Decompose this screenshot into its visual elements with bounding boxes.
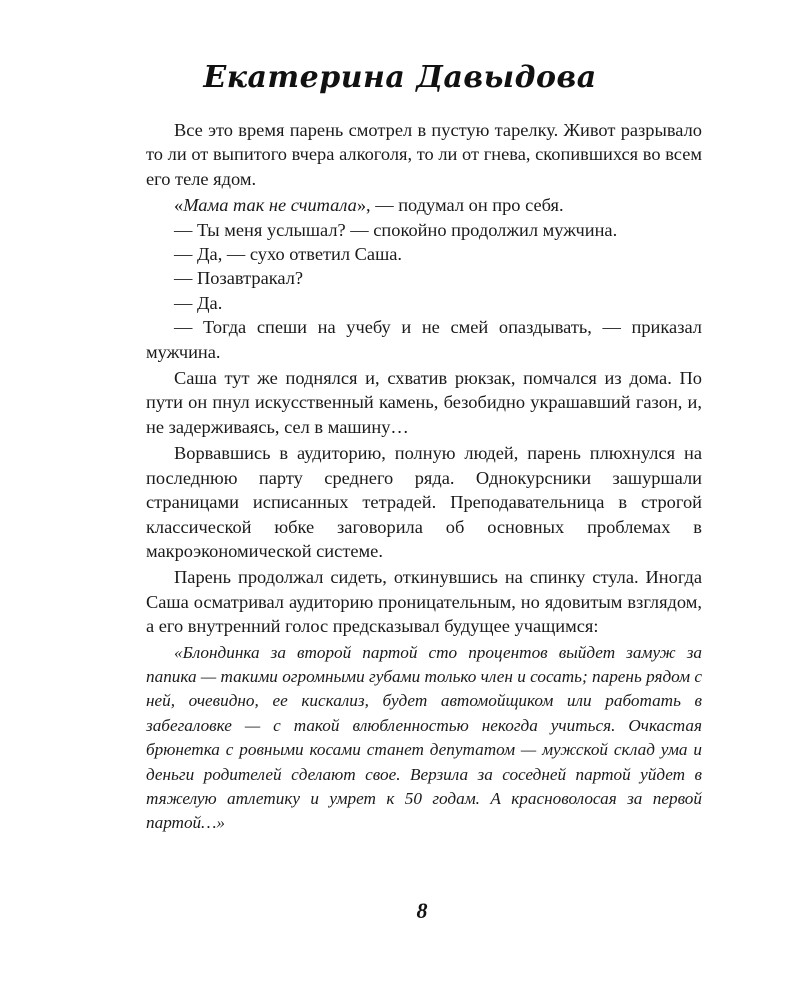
open-quote: «	[174, 195, 184, 216]
paragraph-rest: », — подумал он про себя.	[356, 195, 564, 216]
paragraph: Ворвавшись в аудиторию, полную людей, парень плюхнулся на последнюю парту среднего ряда. Однокурсники зашуршали страницами исписанных тетрадей. Преподавательница в строгой классической юбке заговорила об основных проблемах в макроэкономической системе.	[146, 443, 702, 561]
italic-thought: Мама так не считала	[183, 195, 357, 216]
italic-inner-voice	[146, 641, 702, 836]
dialogue-line: — Да, — сухо ответил Саша.	[174, 244, 403, 265]
running-header-author: Екатерина Давыдова	[203, 60, 597, 95]
dialogue-line: — Ты меня услышал? — спокойно продолжил мужчина.	[174, 219, 618, 240]
paragraph: Парень продолжал сидеть, откинувшись на спинку стула. Иногда Саша осматривал аудиторию проницательным, но ядовитым взглядом, а его внутренний голос предсказывал будущее учащимся:	[146, 567, 702, 637]
dialogue-line: — Да.	[174, 292, 223, 313]
paragraph: Саша тут же поднялся и, схватив рюкзак, помчался из дома. По пути он пнул искусственный камень, безобидно украшавший газон, и, не задерживаясь, сел в машину…	[146, 368, 702, 437]
body-text	[146, 118, 702, 836]
dialogue-line: — Тогда спеши на учебу и не смей опаздывать, — приказал мужчина.	[146, 317, 702, 362]
dialogue-line: — Позавтракал?	[174, 268, 304, 289]
paragraph	[146, 193, 702, 217]
paragraph: «Блондинка за второй партой сто процентов выйдет замуж за папика — такими огромными губами только член и сосать; парень рядом с ней, очевидно, ее кискализ, будет автомойщиком или работать в забегаловке — с такой влюбленностью некогда учиться. Очкастая брюнетка с ровными косами станет депутатом — мужской склад ума и деньги родителей сделают свое. Верзила за соседней партой уйдет в тяжелую атлетику и умрет к 50 годам. А красноволосая за первой партой…»	[146, 642, 702, 833]
paragraph: Все это время парень смотрел в пустую тарелку. Живот разрывало то ли от выпитого вчера алкоголя, то ли от гнева, скопившихся во всем его теле ядом.	[146, 120, 702, 189]
page-number: 8	[416, 898, 428, 923]
